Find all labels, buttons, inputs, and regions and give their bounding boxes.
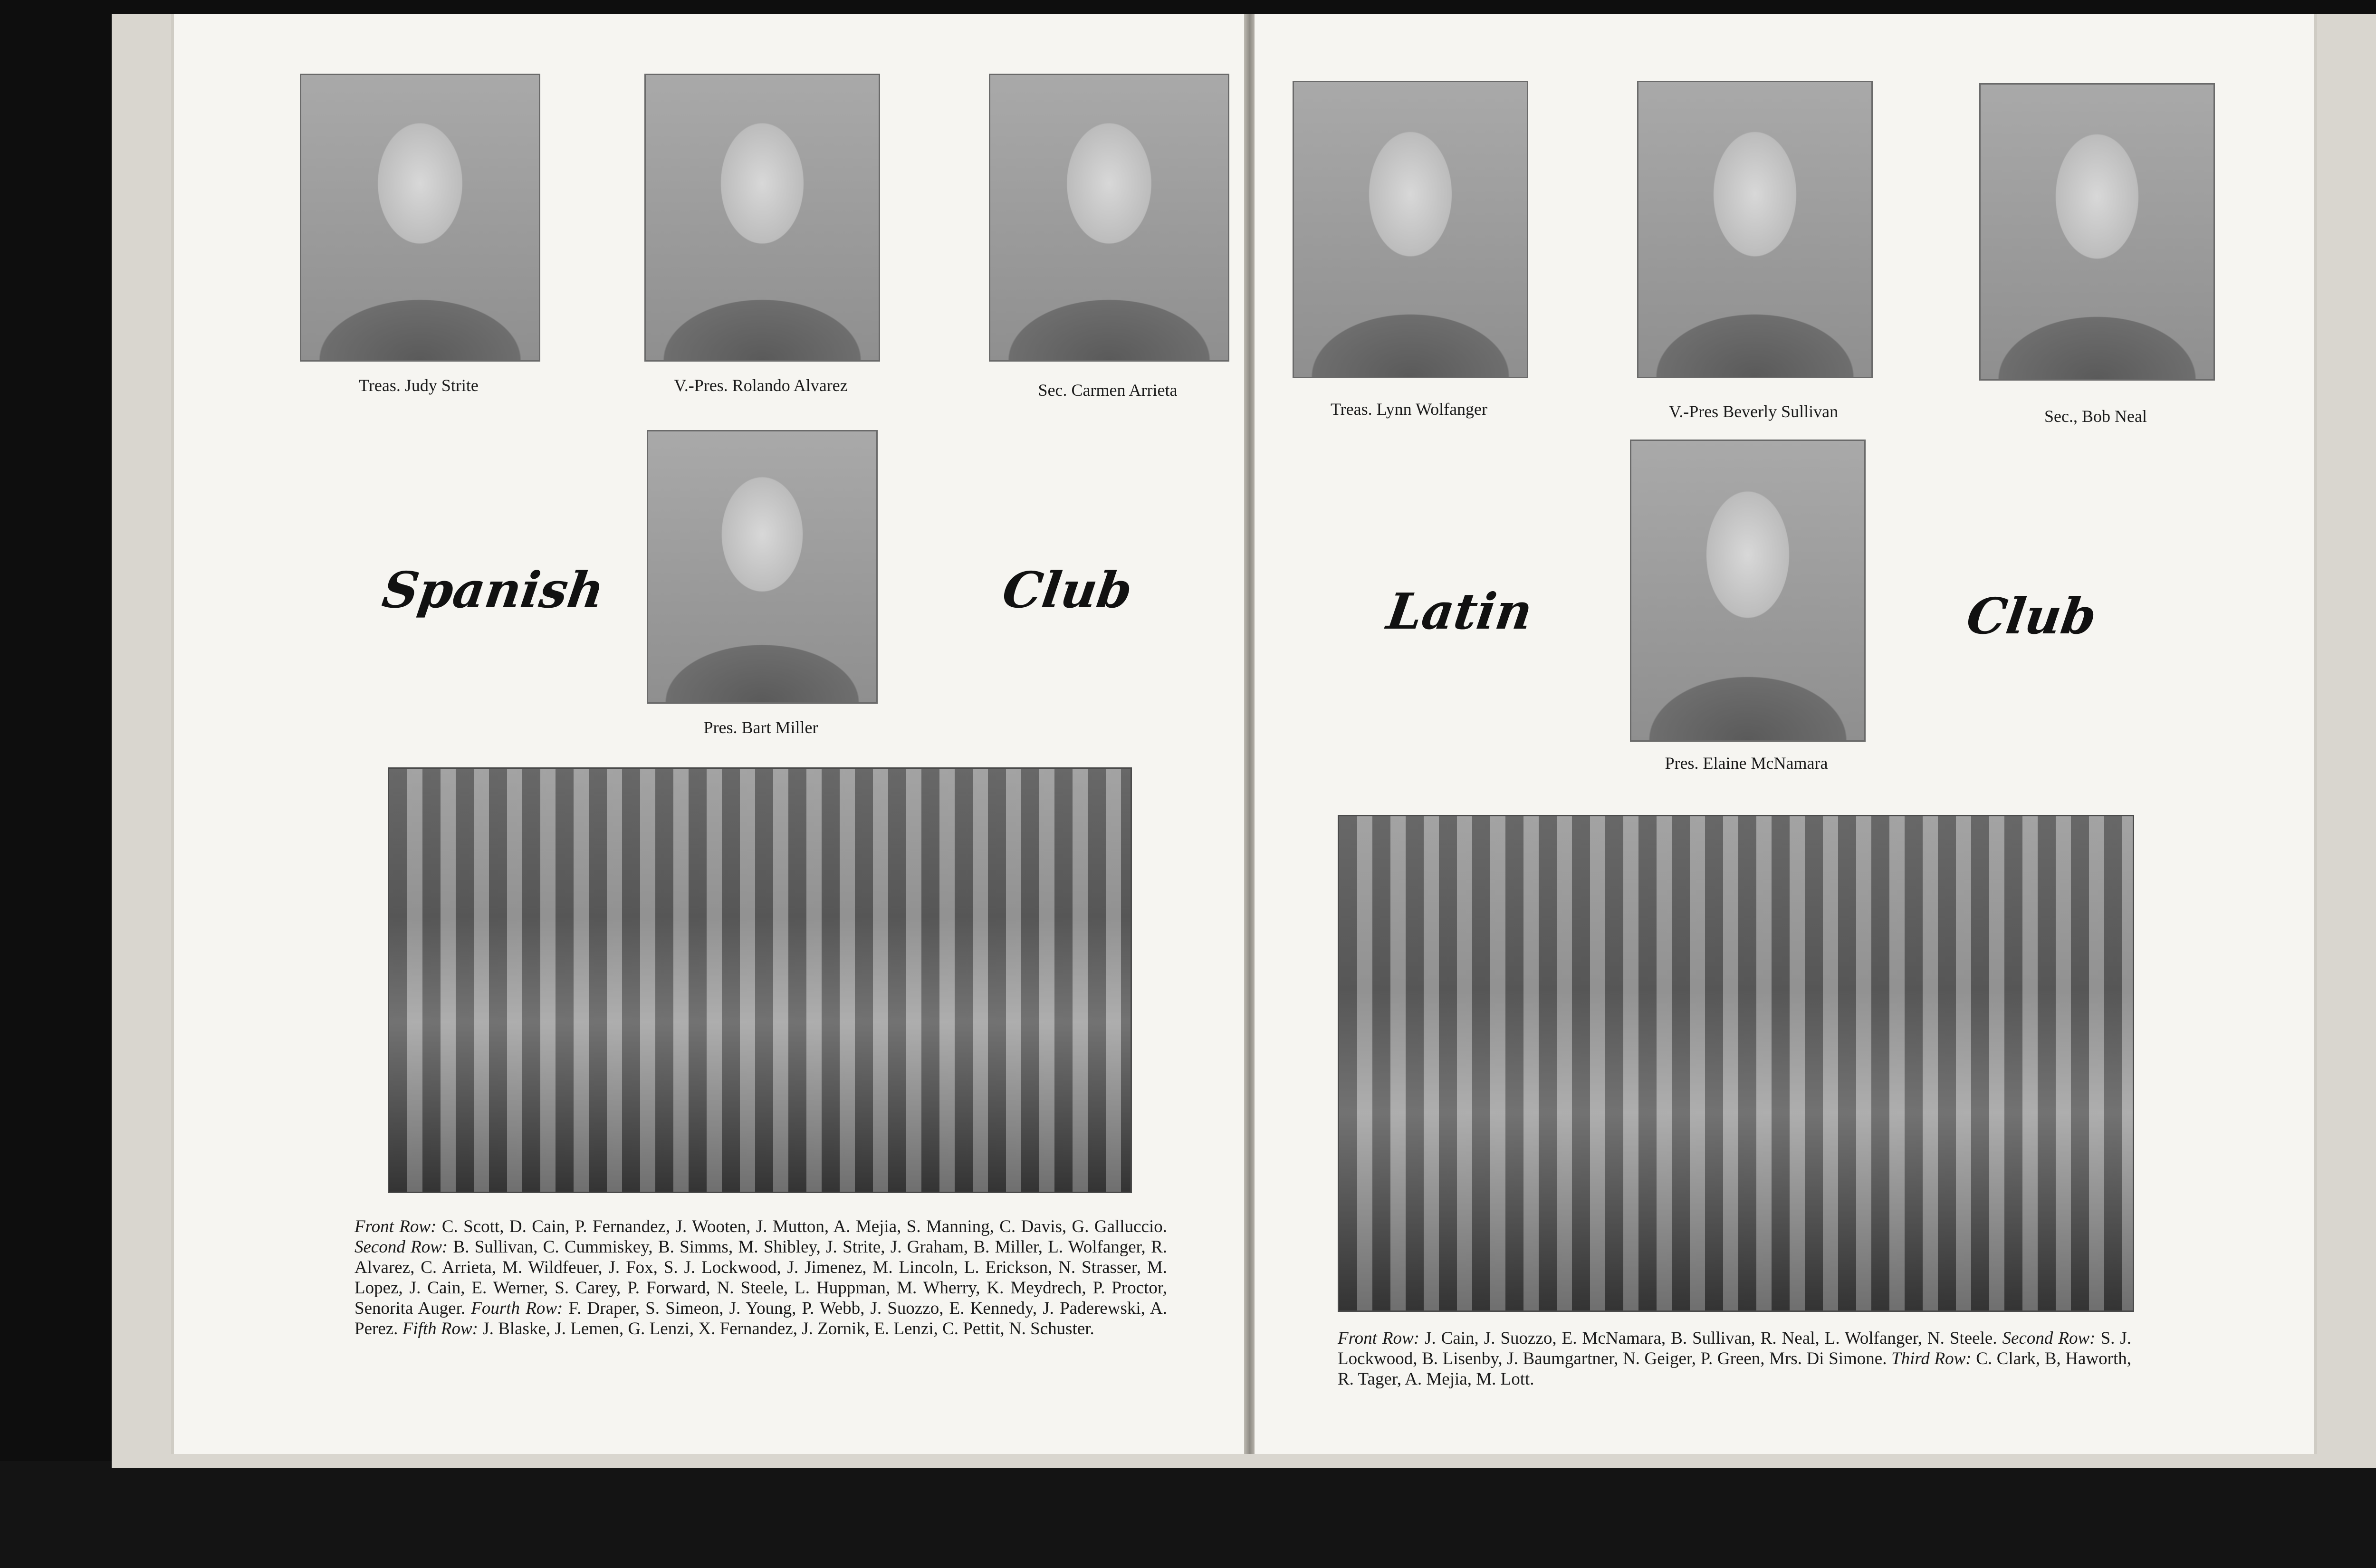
- club-title-first-word: Spanish: [379, 561, 608, 619]
- club-title-second-word: Club: [1963, 587, 2100, 645]
- president-portrait-photo: [1630, 440, 1866, 742]
- front-row-label: Front Row:: [1338, 1329, 1420, 1348]
- second-row-names: B. Sullivan, C. Cummiskey, B. Simms, M. Shibley, J. Strite, J. Graham, B. Miller, L. Wolfanger, R. Alvarez, C. Arrieta, M. Wildfeuer, J. Fox, S. J. Lockwood, J. Jimenez, M. Lincoln, L. Erickson, N. Strasser, M. Lopez, J. Cain, E. Werner, S. Carey, P. Forward, N. Steele, L. Huppman, M. Wherry, K. Meydrech, P. Proctor, Senorita Auger.: [354, 1237, 1167, 1318]
- second-row-names: S. J. Lockwood, B. Lisenby, J. Baumgartner, N. Geiger, P. Green, Mrs. Di Simone.: [1338, 1329, 2131, 1368]
- president-caption: Pres. Elaine McNamara: [1665, 754, 1828, 773]
- secretary-caption: Sec. Carmen Arrieta: [1038, 381, 1178, 400]
- latin-club-page: [1255, 14, 2317, 1454]
- club-title-second-word: Club: [999, 561, 1136, 619]
- treasurer-caption: Treas. Judy Strite: [359, 376, 479, 395]
- treasurer-caption: Treas. Lynn Wolfanger: [1330, 400, 1488, 419]
- book-gutter: [1244, 14, 1255, 1454]
- spanish-club-page: [171, 14, 1248, 1454]
- treasurer-portrait-photo: [1293, 81, 1528, 378]
- president-portrait-photo: [647, 430, 878, 704]
- fifth-row-label: Fifth Row:: [402, 1319, 478, 1339]
- fourth-row-names: F. Draper, S. Simeon, J. Young, P. Webb, J. Suozzo, E. Kennedy, J. Paderewski, A. Perez.: [354, 1299, 1168, 1339]
- vice-president-caption: V.-Pres Beverly Sullivan: [1668, 402, 1839, 421]
- second-row-label: Second Row:: [2002, 1329, 2096, 1348]
- second-row-label: Second Row:: [354, 1237, 448, 1257]
- secretary-portrait-photo: [989, 74, 1229, 362]
- club-group-photo: [388, 767, 1132, 1193]
- secretary-portrait-photo: [1979, 83, 2215, 381]
- club-title-first-word: Latin: [1383, 582, 1536, 641]
- front-row-names: J. Cain, J. Suozzo, E. McNamara, B. Sullivan, R. Neal, L. Wolfanger, N. Steele.: [1419, 1329, 2002, 1348]
- club-group-photo: [1338, 815, 2134, 1312]
- third-row-names: C. Clark, B, Haworth, R. Tager, A. Mejia, M. Lott.: [1338, 1349, 2132, 1389]
- scanner-background: [0, 1461, 2376, 1568]
- treasurer-portrait-photo: [300, 74, 540, 362]
- secretary-caption: Sec., Bob Neal: [2044, 407, 2147, 426]
- front-row-label: Front Row:: [354, 1217, 437, 1236]
- third-row-label: Third Row:: [1891, 1349, 1972, 1368]
- vice-president-portrait-photo: [644, 74, 880, 362]
- vice-president-portrait-photo: [1637, 81, 1873, 378]
- vice-president-caption: V.-Pres. Rolando Alvarez: [674, 376, 848, 395]
- members-caption: [1338, 1328, 2131, 1389]
- fourth-row-label: Fourth Row:: [471, 1299, 563, 1318]
- fifth-row-names: J. Blaske, J. Lemen, G. Lenzi, X. Fernandez, J. Zornik, E. Lenzi, C. Pettit, N. Schuster.: [478, 1319, 1094, 1339]
- members-caption: [354, 1216, 1167, 1339]
- front-row-names: C. Scott, D. Cain, P. Fernandez, J. Wooten, J. Mutton, A. Mejia, S. Manning, C. Davis, G. Galluccio.: [436, 1217, 1167, 1236]
- president-caption: Pres. Bart Miller: [703, 718, 818, 737]
